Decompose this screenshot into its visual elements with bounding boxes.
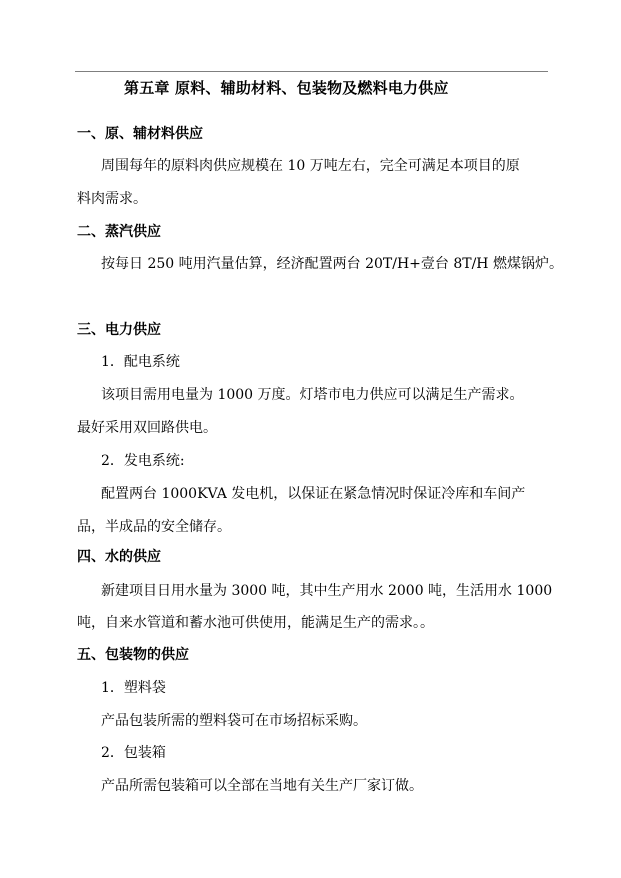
paragraph-line: 品，半成品的安全储存。 (77, 519, 231, 535)
paragraph-line: 产品包装所需的塑料袋可在市场招标采购。 (101, 713, 367, 729)
section-heading-packaging: 五、包装物的供应 (77, 647, 189, 663)
subheading-distribution: 1．配电系统 (101, 354, 180, 370)
section-heading-water: 四、水的供应 (77, 549, 161, 565)
paragraph-line: 料肉需求。 (77, 191, 147, 207)
section-heading-steam: 二、蒸汽供应 (77, 224, 161, 240)
paragraph-line: 配置两台 1000KVA 发电机，以保证在紧急情况时保证冷库和车间产 (101, 486, 526, 502)
header-rule (75, 71, 548, 72)
subheading-generation: 2．发电系统: (101, 453, 185, 469)
subheading-boxes: 2．包装箱 (101, 745, 166, 761)
subheading-plastic-bags: 1．塑料袋 (101, 680, 166, 696)
paragraph-line: 最好采用双回路供电。 (77, 420, 217, 436)
paragraph-line: 按每日 250 吨用汽量估算，经济配置两台 20T/H+壹台 8T/H 燃煤锅炉。 (101, 256, 563, 272)
chapter-title: 第五章 原料、辅助材料、包装物及燃料电力供应 (124, 79, 449, 97)
paragraph-line: 该项目需用电量为 1000 万度。灯塔市电力供应可以满足生产需求。 (101, 387, 524, 403)
paragraph-line: 吨，自来水管道和蓄水池可供使用，能满足生产的需求。。 (77, 615, 434, 631)
paragraph-line: 产品所需包装箱可以全部在当地有关生产厂家订做。 (101, 778, 423, 794)
paragraph-line: 新建项目日用水量为 3000 吨，其中生产用水 2000 吨，生活用水 1000 (101, 583, 553, 599)
section-heading-power: 三、电力供应 (77, 322, 161, 338)
paragraph-line: 周围每年的原料肉供应规模在 10 万吨左右，完全可满足本项目的原 (101, 158, 520, 174)
section-heading-raw-materials: 一、原、辅材料供应 (77, 126, 203, 142)
